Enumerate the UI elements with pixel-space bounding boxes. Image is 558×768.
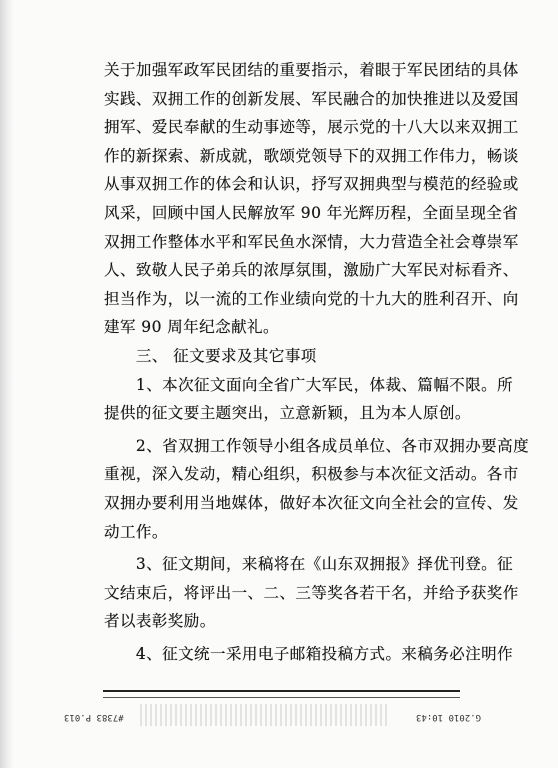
text-line: 实践、双拥工作的创新发展、军民融合的加快推进以及爱国 <box>104 89 519 108</box>
text-line: 2、省双拥工作领导小组各成员单位、各市双拥办要高度 <box>104 436 530 455</box>
text-line: 4、征文统一采用电子邮箱投稿方式。来稿务必注明作 <box>104 644 514 663</box>
text-line: 人、致敬人民子弟兵的浓厚氛围，激励广大军民对标看齐、 <box>104 261 519 280</box>
fax-header-date: G.2010 10:43 <box>416 712 482 722</box>
fax-noise <box>140 704 390 726</box>
text-line: 动工作。 <box>104 522 168 541</box>
text-line: 担当作为，以一流的工作业绩向党的十九大的胜利召开、向 <box>104 289 519 308</box>
footer-rule-thin <box>103 697 460 698</box>
section-heading: 三、 征文要求及其它事项 <box>104 346 317 365</box>
document-body <box>104 56 530 668</box>
text-line: 风采，回顾中国人民解放军 90 年光辉历程，全面呈现全省 <box>104 203 519 222</box>
fax-header-page: #7383 P.013 <box>64 712 124 722</box>
text-line: 关于加强军政军民团结的重要指示，着眼于军民团结的具体 <box>104 61 519 79</box>
text-line: 从事双拥工作的体会和认识，抒写双拥典型与模范的经验或 <box>104 175 519 194</box>
text-line: 重视，深入发动，精心组织，积极参与本次征文活动。各市 <box>104 465 519 484</box>
text-line: 拥军、爱民奉献的生动事迹等，展示党的十八大以来双拥工 <box>104 118 519 137</box>
text-line: 提供的征文要主题突出，立意新颖，且为本人原创。 <box>104 404 471 423</box>
footer-rule <box>103 690 460 692</box>
text-line: 者以表彰奖励。 <box>104 612 216 631</box>
text-line: 双拥工作整体水平和军民鱼水深情，大力营造全社会尊崇军 <box>104 232 519 251</box>
text-line: 1、本次征文面向全省广大军民，体裁、篇幅不限。所 <box>104 375 514 394</box>
text-line: 作的新探索、新成就，歌颂党领导下的双拥工作伟力，畅谈 <box>104 146 519 165</box>
text-line: 文结束后，将评出一、二、三等奖各若干名，并给予获奖作 <box>104 583 519 602</box>
text-line: 3、征文期间，来稿将在《山东双拥报》择优刊登。征 <box>104 555 514 574</box>
text-line: 建军 90 周年纪念献礼。 <box>104 318 279 337</box>
text-line: 双拥办要利用当地媒体，做好本次征文向全社会的宣传、发 <box>104 493 519 512</box>
